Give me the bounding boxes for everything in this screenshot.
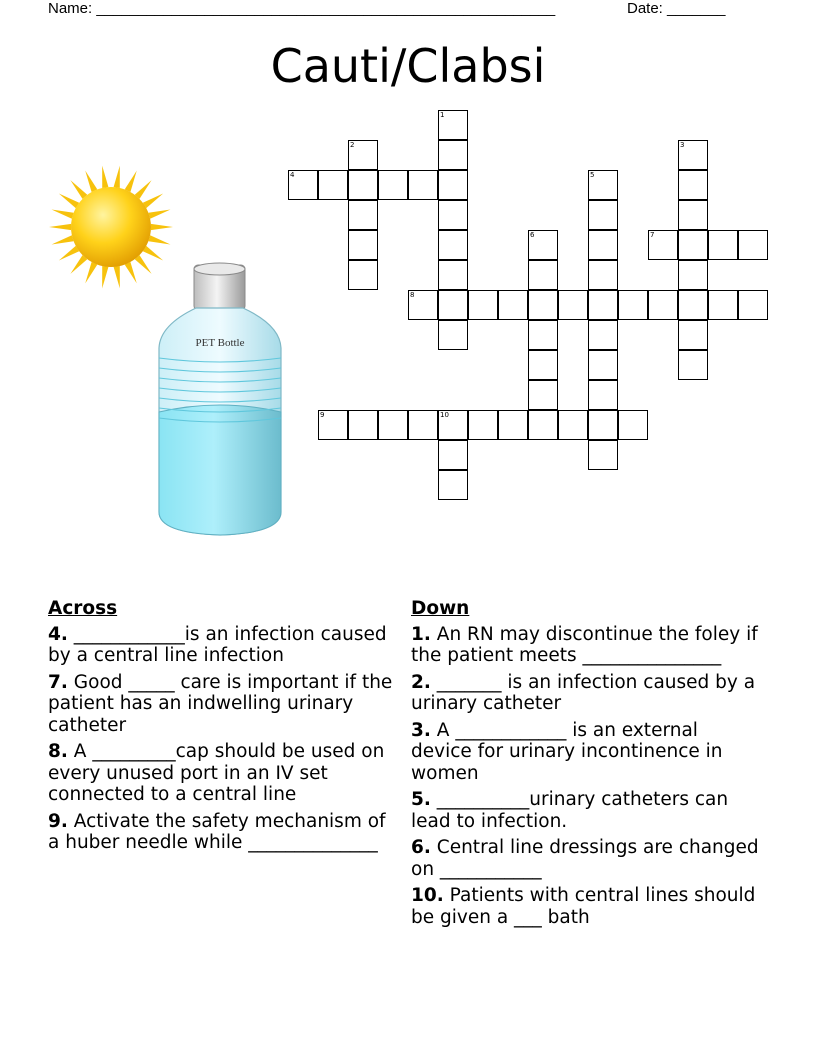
down-clues [411,598,761,933]
crossword-cell[interactable] [408,170,438,200]
crossword-grid[interactable] [0,0,816,520]
clue-number: 5. [411,789,431,810]
crossword-cell[interactable] [648,290,678,320]
bottle-label: PET Bottle [195,337,245,349]
cell-number: 9 [320,411,325,419]
crossword-cell[interactable] [438,410,468,440]
crossword-cell[interactable] [588,350,618,380]
down-heading: Down [411,598,470,619]
crossword-cell[interactable] [438,200,468,230]
crossword-cell[interactable] [348,170,378,200]
clue-number: 4. [48,623,68,645]
crossword-cell[interactable] [708,230,738,260]
clue-text: _______ is an infection caused by a urinary catheter [411,671,756,714]
crossword-cell[interactable] [678,170,708,200]
clue-number: 6. [411,837,431,858]
across-clue [48,672,393,737]
crossword-cell[interactable] [438,440,468,470]
down-clue [411,837,761,880]
cell-number: 5 [590,171,595,179]
crossword-cell[interactable] [498,410,528,440]
crossword-cell[interactable] [588,200,618,230]
down-clue [411,624,761,667]
clue-text: Patients with central lines should be given a ___ bath [411,885,756,928]
name-field-line: Name: _______________________________________________________ [48,0,556,17]
clue-text: A ____________ is an external device for urinary incontinence in women [411,719,723,784]
crossword-cell[interactable] [678,260,708,290]
down-clue [411,672,761,715]
crossword-cell[interactable] [588,410,618,440]
crossword-cell[interactable] [438,170,468,200]
crossword-cell[interactable] [528,230,558,260]
crossword-cell[interactable] [348,140,378,170]
cell-number: 10 [440,411,449,419]
cell-number: 3 [680,141,685,149]
crossword-cell[interactable] [528,320,558,350]
crossword-cell[interactable] [588,320,618,350]
crossword-cell[interactable] [678,140,708,170]
crossword-cell[interactable] [438,230,468,260]
crossword-cell[interactable] [588,260,618,290]
crossword-cell[interactable] [528,350,558,380]
crossword-cell[interactable] [678,350,708,380]
crossword-cell[interactable] [438,140,468,170]
crossword-cell[interactable] [318,170,348,200]
crossword-cell[interactable] [408,290,438,320]
down-clue [411,789,761,832]
crossword-cell[interactable] [738,290,768,320]
crossword-cell[interactable] [678,200,708,230]
crossword-cell[interactable] [528,290,558,320]
crossword-cell[interactable] [438,470,468,500]
crossword-cell[interactable] [528,260,558,290]
crossword-cell[interactable] [678,290,708,320]
crossword-cell[interactable] [408,410,438,440]
clue-number: 3. [411,719,431,741]
clue-number: 2. [411,671,431,693]
clue-text: An RN may discontinue the foley if the patient meets _______________ [411,623,758,666]
crossword-cell[interactable] [528,380,558,410]
cell-number: 8 [410,291,415,299]
crossword-cell[interactable] [558,410,588,440]
crossword-cell[interactable] [438,260,468,290]
across-clue [48,741,393,806]
clue-number: 10. [411,885,444,906]
crossword-cell[interactable] [348,200,378,230]
clue-number: 7. [48,671,68,693]
cell-number: 1 [440,111,445,119]
across-clues [48,598,393,859]
crossword-cell[interactable] [678,230,708,260]
crossword-cell[interactable] [348,260,378,290]
clue-number: 9. [48,810,68,832]
crossword-cell[interactable] [438,320,468,350]
clue-text: Central line dressings are changed on ___________ [411,837,759,880]
clue-number: 8. [48,741,68,762]
crossword-cell[interactable] [618,410,648,440]
crossword-cell[interactable] [468,290,498,320]
crossword-cell[interactable] [438,110,468,140]
across-clue [48,624,393,667]
date-field-line: Date: _______ [627,0,726,17]
across-heading: Across [48,598,118,619]
clue-text: Good _____ care is important if the patient has an indwelling urinary catheter [48,671,393,736]
crossword-cell[interactable] [738,230,768,260]
crossword-cell[interactable] [498,290,528,320]
cell-number: 6 [530,231,535,239]
clue-text: A _________cap should be used on every unused port in an IV set connected to a central line [48,741,385,805]
clue-text: Activate the safety mechanism of a huber needle while ______________ [48,810,386,853]
crossword-cell[interactable] [348,230,378,260]
crossword-cell[interactable] [438,290,468,320]
across-clue [48,811,393,854]
crossword-cell[interactable] [708,290,738,320]
crossword-cell[interactable] [588,380,618,410]
crossword-cell[interactable] [588,170,618,200]
crossword-cell[interactable] [588,230,618,260]
crossword-cell[interactable] [348,410,378,440]
crossword-cell[interactable] [648,230,678,260]
clue-text: __________urinary catheters can lead to infection. [411,789,729,832]
page-title: Cauti/Clabsi [270,39,546,93]
crossword-cell[interactable] [288,170,318,200]
cell-number: 4 [290,171,295,179]
clue-number: 1. [411,623,431,645]
down-clue [411,720,761,785]
crossword-cell[interactable] [468,410,498,440]
crossword-cell[interactable] [528,410,558,440]
crossword-cell[interactable] [678,320,708,350]
crossword-cell[interactable] [588,440,618,470]
crossword-cell[interactable] [558,290,588,320]
crossword-cell[interactable] [378,410,408,440]
clue-text: ____________is an infection caused by a central line infection [48,623,387,666]
crossword-cell[interactable] [318,410,348,440]
crossword-cell[interactable] [378,170,408,200]
cell-number: 7 [650,231,655,239]
crossword-cell[interactable] [618,290,648,320]
cell-number: 2 [350,141,355,149]
crossword-cell[interactable] [588,290,618,320]
down-clue [411,885,761,928]
